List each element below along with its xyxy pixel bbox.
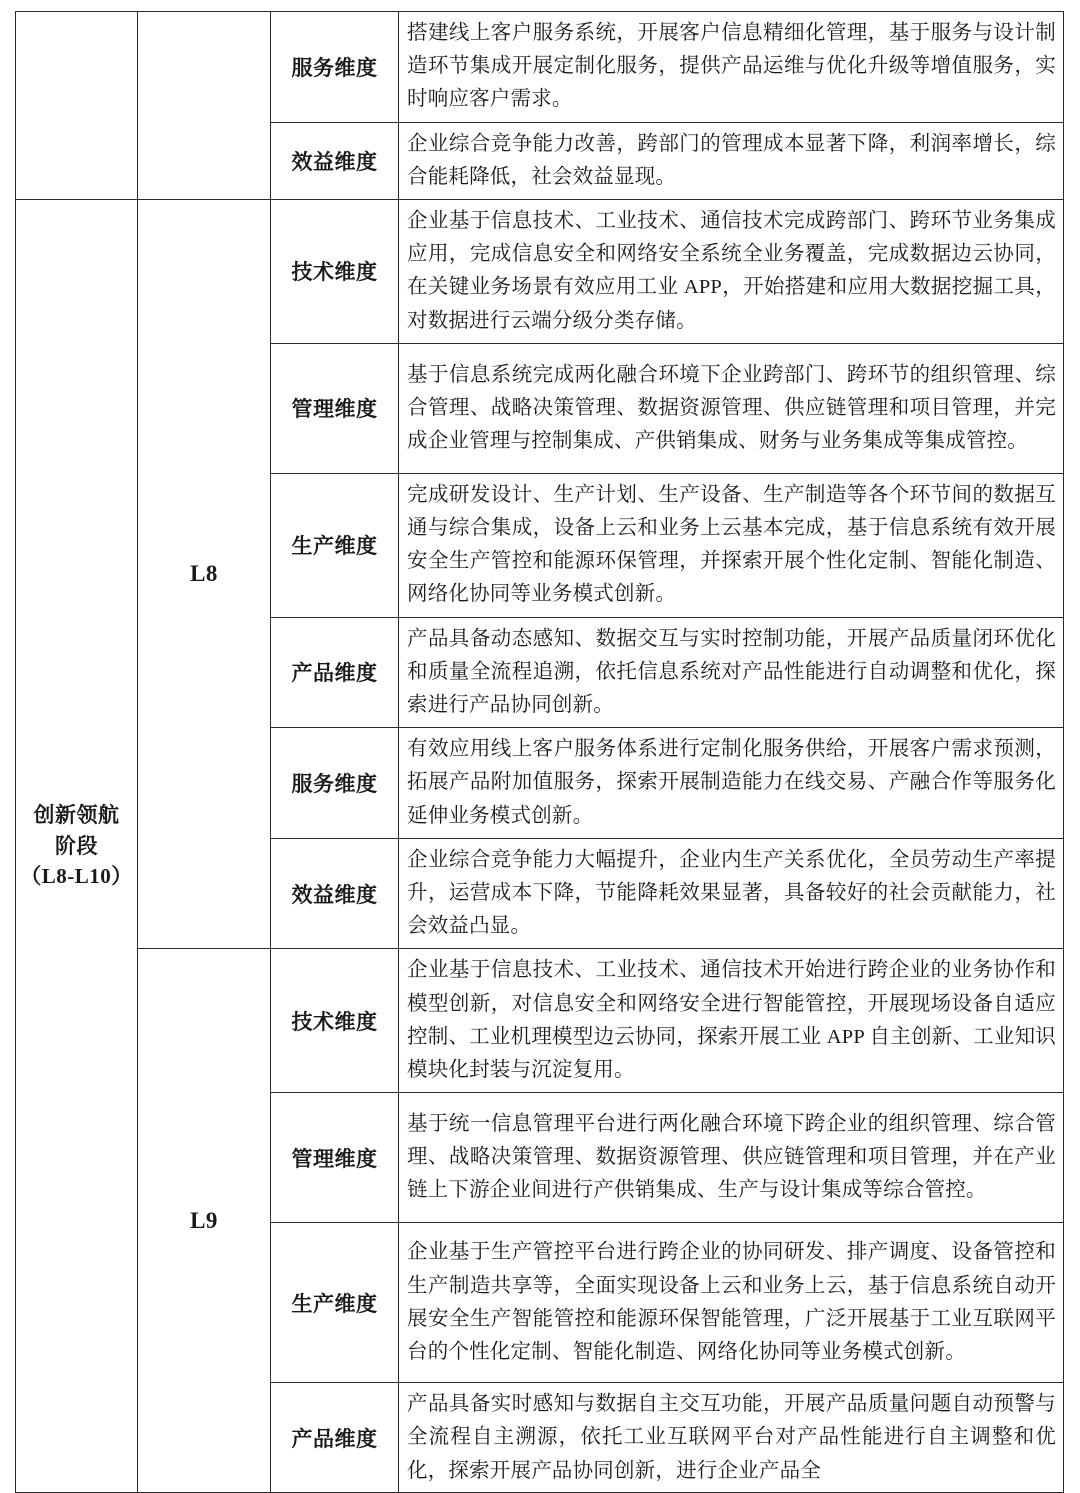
dimension-label: 服务维度 bbox=[291, 55, 378, 80]
description-text: 基于信息系统完成两化融合环境下企业跨部门、跨环节的组织管理、综合管理、战略决策管理、数据资源管理、供应链管理和项目管理，并完成企业管理与控制集成、产供销集成、财务与业务集成等集成管控。 bbox=[407, 363, 1056, 452]
description-cell bbox=[399, 200, 1064, 344]
stage-label-line2: 阶段 bbox=[55, 833, 98, 858]
dimension-cell bbox=[271, 343, 399, 473]
dimension-label: 管理维度 bbox=[291, 397, 378, 422]
dimension-label: 生产维度 bbox=[291, 534, 378, 559]
description-cell bbox=[399, 122, 1064, 199]
dimension-cell bbox=[271, 838, 399, 949]
description-text: 有效应用线上客户服务体系进行定制化服务供给，开展客户需求预测，拓展产品附加值服务，探索开展制造能力在线交易、产融合作等服务化延伸业务模式创新。 bbox=[407, 738, 1056, 827]
dimension-cell bbox=[271, 728, 399, 839]
description-text: 搭建线上客户服务系统，开展客户信息精细化管理，基于服务与设计制造环节集成开展定制化服务，提供产品运维与优化升级等增值服务，实时响应客户需求。 bbox=[407, 22, 1056, 111]
dimension-cell bbox=[271, 1383, 399, 1493]
description-cell bbox=[399, 1383, 1064, 1493]
stage-label-line1: 创新领航 bbox=[33, 803, 120, 828]
dimension-label: 效益维度 bbox=[291, 149, 378, 174]
description-cell bbox=[399, 12, 1064, 123]
dimension-cell bbox=[271, 1093, 399, 1223]
table-row bbox=[16, 200, 1064, 344]
dimension-label: 产品维度 bbox=[291, 661, 378, 686]
dimension-cell bbox=[271, 949, 399, 1093]
description-text: 完成研发设计、生产计划、生产设备、生产制造等各个环节间的数据互通与综合集成，设备上云和业务上云基本完成，基于信息系统有效开展安全生产管控和能源环保管理，并探索开展个性化定制、智能化制造、网络化协同等业务模式创新。 bbox=[407, 483, 1056, 606]
description-cell bbox=[399, 1093, 1064, 1223]
description-text: 企业基于生产管控平台进行跨企业的协同研发、排产调度、设备管控和生产制造共享等，全面实现设备上云和业务上云，基于信息系统自动开展安全生产智能管控和能源环保智能管理，广泛开展基于工业互联网平台的个性化定制、智能化制造、网络化协同等业务模式创新。 bbox=[407, 1241, 1056, 1363]
dimension-cell bbox=[271, 12, 399, 123]
dimension-label: 技术维度 bbox=[291, 1009, 378, 1034]
maturity-level-table bbox=[15, 11, 1064, 1493]
description-text: 产品具备动态感知、数据交互与实时控制功能，开展产品质量闭环优化和质量全流程追溯，依托信息系统对产品性能进行自动调整和优化，探索进行产品协同创新。 bbox=[407, 627, 1056, 717]
level-cell-l8 bbox=[138, 200, 271, 949]
description-cell bbox=[399, 949, 1064, 1093]
dimension-label: 效益维度 bbox=[291, 882, 378, 907]
table-row bbox=[16, 949, 1064, 1093]
stage-label-line3: （L8-L10） bbox=[20, 864, 133, 889]
description-text: 基于统一信息管理平台进行两化融合环境下跨企业的组织管理、综合管理、战略决策管理、数据资源管理、供应链管理和项目管理，并在产业链上下游企业间进行产供销集成、生产与设计集成等综合管控。 bbox=[407, 1112, 1056, 1202]
description-cell bbox=[399, 343, 1064, 473]
stage-cell-continued bbox=[16, 12, 138, 200]
description-cell bbox=[399, 617, 1064, 728]
description-cell bbox=[399, 838, 1064, 949]
description-cell bbox=[399, 1223, 1064, 1383]
dimension-cell bbox=[271, 200, 399, 344]
level-label: L9 bbox=[190, 1207, 218, 1233]
description-text: 企业基于信息技术、工业技术、通信技术完成跨部门、跨环节业务集成应用，完成信息安全和网络安全系统全业务覆盖，完成数据边云协同，在关键业务场景有效应用工业 APP，开始搭建和应用大数据挖掘工具，对数据进行云端分级分类存储。 bbox=[407, 210, 1056, 332]
level-label: L8 bbox=[190, 561, 218, 587]
description-text: 产品具备实时感知与数据自主交互功能，开展产品质量问题自动预警与全流程自主溯源，依托工业互联网平台对产品性能进行自主调整和优化，探索开展产品协同创新，进行企业产品全 bbox=[407, 1393, 1056, 1482]
level-cell-l9 bbox=[138, 949, 271, 1493]
dimension-label: 管理维度 bbox=[291, 1146, 378, 1171]
dimension-cell bbox=[271, 473, 399, 617]
description-text: 企业基于信息技术、工业技术、通信技术开始进行跨企业的业务协作和模型创新，对信息安全和网络安全进行智能管控，开展现场设备自适应控制、工业机理模型边云协同，探索开展工业 APP 自主创新、工业知识模块化封装与沉淀复用。 bbox=[407, 959, 1056, 1082]
table-body bbox=[16, 12, 1064, 1493]
description-text: 企业综合竞争能力改善，跨部门的管理成本显著下降，利润率增长，综合能耗降低，社会效益显现。 bbox=[407, 132, 1056, 188]
description-cell bbox=[399, 728, 1064, 839]
description-text: 企业综合竞争能力大幅提升，企业内生产关系优化，全员劳动生产率提升，运营成本下降，节能降耗效果显著，具备较好的社会贡献能力，社会效益凸显。 bbox=[407, 848, 1056, 938]
stage-cell-innovation bbox=[16, 200, 138, 1493]
dimension-label: 服务维度 bbox=[291, 772, 378, 797]
dimension-cell bbox=[271, 617, 399, 728]
stage-label bbox=[16, 798, 137, 893]
description-cell bbox=[399, 473, 1064, 617]
dimension-label: 技术维度 bbox=[291, 260, 378, 285]
table-row bbox=[16, 12, 1064, 123]
dimension-label: 产品维度 bbox=[291, 1426, 378, 1451]
dimension-cell bbox=[271, 1223, 399, 1383]
dimension-cell bbox=[271, 122, 399, 199]
level-cell-continued bbox=[138, 12, 271, 200]
dimension-label: 生产维度 bbox=[291, 1291, 378, 1316]
